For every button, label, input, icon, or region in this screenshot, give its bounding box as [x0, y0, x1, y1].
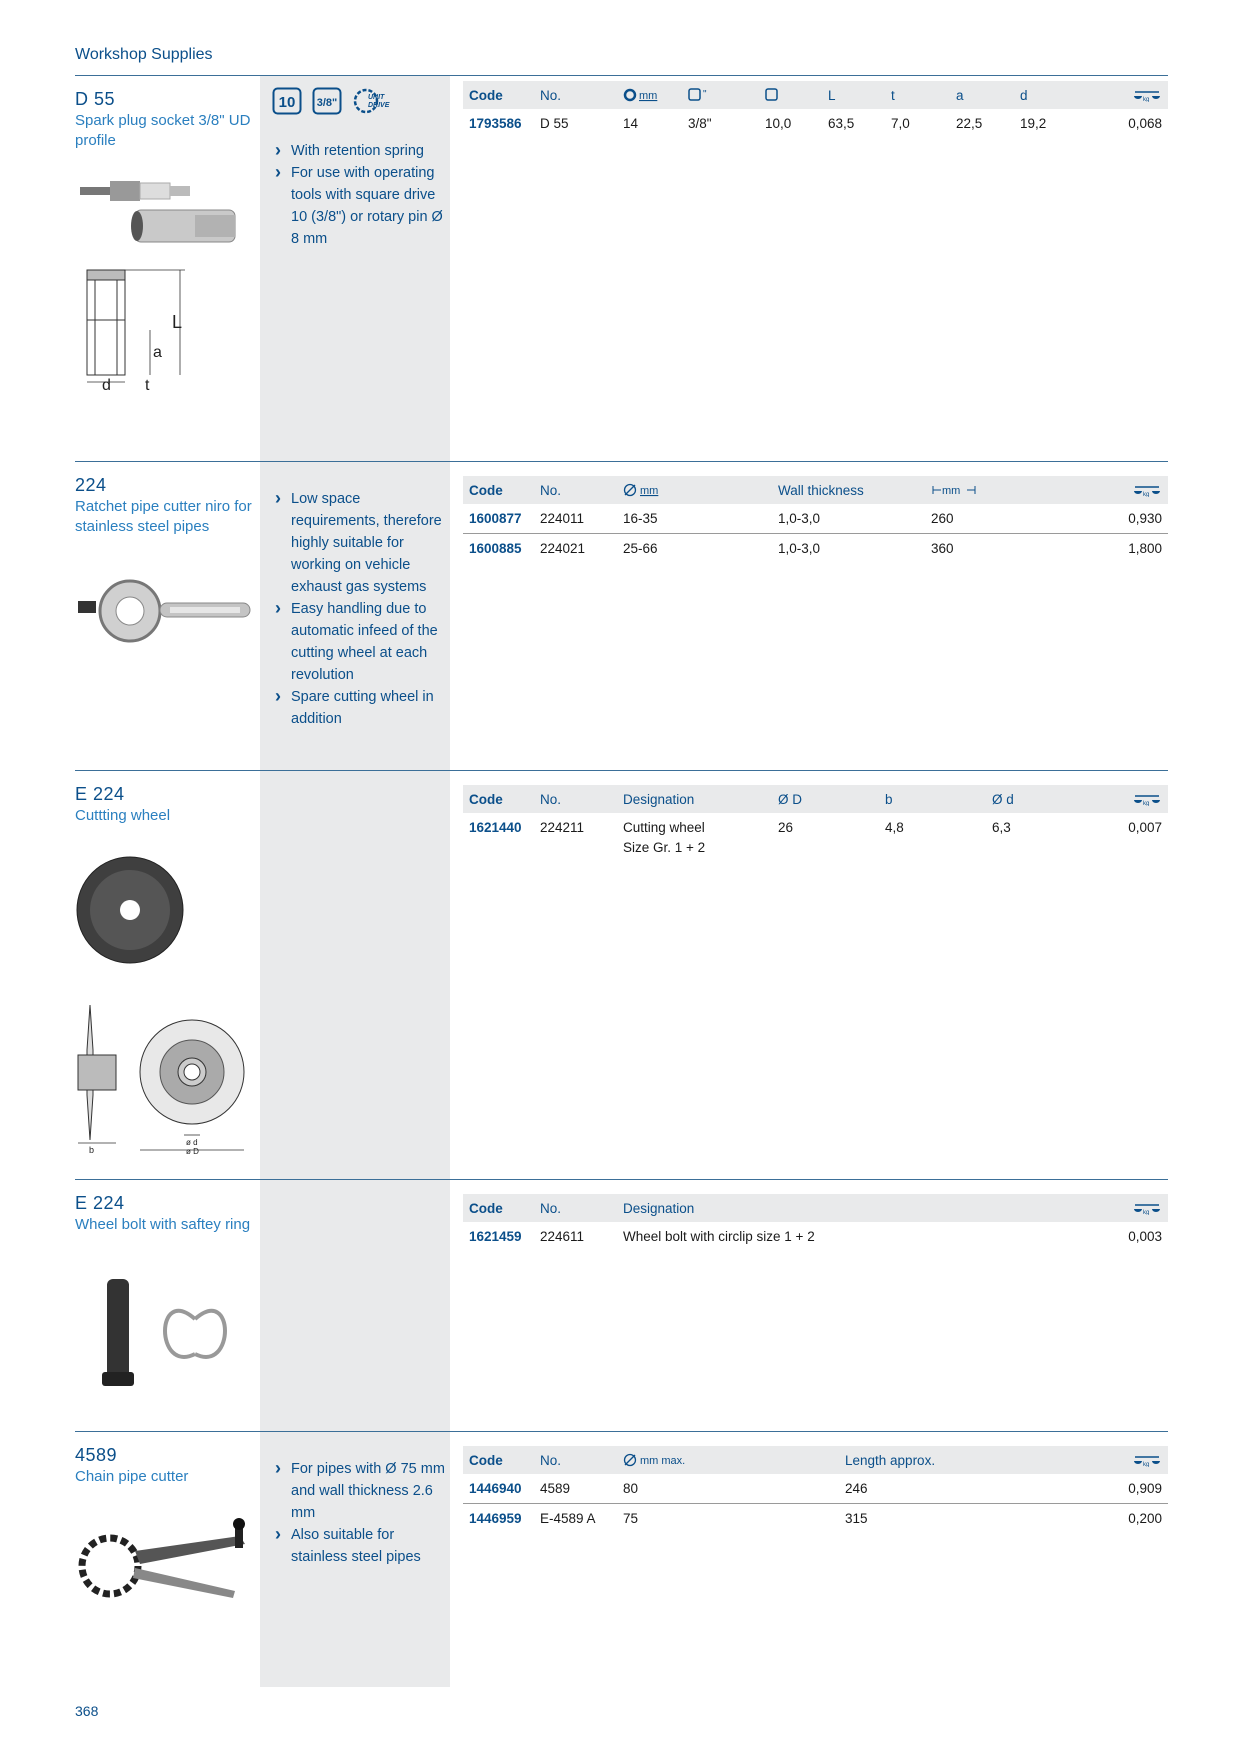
col-wall-thickness: Wall thickness — [778, 483, 864, 498]
col-weight-unit: kg — [1143, 492, 1150, 497]
dim-label-t: t — [145, 377, 150, 394]
svg-text:UNIT: UNIT — [368, 94, 385, 101]
feature-list — [275, 488, 445, 730]
col-code: Code — [469, 88, 503, 103]
col-drive — [688, 88, 712, 103]
feature-item: › With retention spring — [275, 140, 445, 162]
chain-pipe-cutter-image — [75, 1506, 260, 1616]
cell-no: D 55 — [540, 116, 569, 131]
product-section-4589 — [75, 1431, 1168, 1687]
socket-dimension-drawing — [75, 265, 260, 395]
col-wrench-unit: mm — [639, 90, 658, 102]
col-no: No. — [540, 792, 562, 807]
table-row — [463, 504, 1168, 534]
feature-item: › For pipes with Ø 75 mm and wall thickness 2.6 mm — [275, 1458, 445, 1524]
cell-drive: 3/8" — [688, 116, 712, 131]
product-table — [463, 81, 1168, 137]
cell-no: 224011 — [540, 511, 585, 526]
col-weight-unit: kg — [1143, 801, 1150, 806]
cell-code: 1621459 — [469, 1229, 522, 1244]
cell-no: E-4589 A — [540, 1511, 596, 1526]
cell-weight: 0,068 — [1128, 116, 1162, 131]
dim-label-b: b — [89, 1145, 95, 1155]
product-table — [463, 1446, 1168, 1532]
cell-weight: 0,200 — [1128, 1511, 1162, 1526]
cell-designation-extra: Size Gr. 1 + 2 — [623, 840, 706, 855]
cutting-wheel-image — [75, 855, 260, 965]
cell-weight: 0,007 — [1128, 820, 1162, 835]
table-header — [463, 476, 1168, 504]
col-length: Length approx. — [845, 1453, 936, 1468]
col-diameter — [623, 483, 663, 498]
dim-label-small-d: ø d — [186, 1138, 198, 1147]
cell-outer-diameter: 26 — [778, 820, 794, 835]
product-number: D 55 — [75, 89, 116, 109]
cell-weight: 0,930 — [1128, 511, 1162, 526]
cell-wall: 1,0-3,0 — [778, 541, 821, 556]
col-code: Code — [469, 1201, 503, 1216]
feature-item: › Spare cutting wheel in addition — [275, 686, 445, 730]
square-drive-3-8-icon — [312, 87, 342, 115]
cell-code: 1446940 — [469, 1481, 522, 1496]
cell-inner-diameter: 6,3 — [992, 820, 1011, 835]
product-name: Spark plug socket 3/8" UD profile — [75, 112, 251, 149]
col-d: d — [1020, 88, 1028, 103]
wheel-dimension-drawing — [75, 995, 260, 1155]
col-no: No. — [540, 88, 562, 103]
badge-3-8-label: 3/8" — [316, 97, 338, 109]
section-divider — [75, 1431, 1168, 1432]
cell-weight: 1,800 — [1128, 541, 1162, 556]
feature-list — [275, 140, 445, 250]
cell-no: 4589 — [540, 1481, 571, 1496]
weight-kg-icon — [1132, 483, 1162, 497]
cell-no: 224021 — [540, 541, 586, 556]
table-row — [463, 813, 1168, 859]
cell-max-diameter: 75 — [623, 1511, 639, 1526]
cell-diameter: 25-66 — [623, 541, 658, 556]
product-name: Chain pipe cutter — [75, 1468, 189, 1485]
cell-no: 224611 — [540, 1229, 585, 1244]
col-a: a — [956, 88, 964, 103]
table-header — [463, 81, 1168, 109]
table-row — [463, 534, 1168, 562]
weight-kg-icon — [1132, 792, 1162, 806]
dim-label-L: L — [172, 312, 183, 332]
cell-code: 1600877 — [469, 511, 522, 526]
cell-weight: 0,003 — [1128, 1229, 1162, 1244]
col-designation: Designation — [623, 792, 695, 807]
cell-size: 14 — [623, 116, 639, 131]
table-header — [463, 1194, 1168, 1222]
feature-item: › Easy handling due to automatic infeed of the cutting wheel at each revolution — [275, 598, 445, 686]
section-divider — [75, 770, 1168, 771]
cell-designation: Cutting wheel — [623, 820, 705, 835]
cell-square: 10,0 — [765, 116, 792, 131]
col-no: No. — [540, 1201, 562, 1216]
feature-list — [275, 1458, 445, 1568]
col-drive-unit: " — [703, 89, 707, 100]
cell-t: 7,0 — [891, 116, 910, 131]
weight-kg-icon — [1132, 88, 1162, 102]
product-name: Wheel bolt with saftey ring — [75, 1216, 251, 1233]
col-code: Code — [469, 483, 503, 498]
product-name: Ratchet pipe cutter niro for stainless steel pipes — [75, 498, 252, 535]
product-number: E 224 — [75, 784, 125, 804]
col-max-diameter — [623, 1453, 693, 1468]
col-code: Code — [469, 792, 503, 807]
cell-code: 1621440 — [469, 820, 522, 835]
weight-kg-icon — [1132, 1201, 1162, 1215]
cell-wall: 1,0-3,0 — [778, 511, 821, 526]
product-number: 224 — [75, 475, 107, 495]
feature-item: › Also suitable for stainless steel pipes — [275, 1524, 445, 1568]
features-column — [260, 76, 450, 462]
product-section-e224-bolt — [75, 1179, 1168, 1432]
col-L: L — [828, 88, 836, 103]
cell-a: 22,5 — [956, 116, 983, 131]
dim-label-a: a — [153, 344, 162, 361]
cell-length: 360 — [931, 541, 954, 556]
features-column — [260, 771, 450, 1180]
cell-code: 1446959 — [469, 1511, 522, 1526]
col-no: No. — [540, 1453, 562, 1468]
col-outer-diameter: Ø D — [778, 792, 803, 807]
table-header — [463, 1446, 1168, 1474]
cell-diameter: 16-35 — [623, 511, 658, 526]
cell-length: 260 — [931, 511, 954, 526]
table-row — [463, 1474, 1168, 1504]
col-square-icon — [765, 88, 779, 102]
product-table — [463, 1194, 1168, 1250]
cell-max-diameter: 80 — [623, 1481, 639, 1496]
product-table — [463, 476, 1168, 562]
table-header — [463, 785, 1168, 813]
col-no: No. — [540, 483, 562, 498]
weight-kg-icon — [1132, 1453, 1162, 1467]
product-section-e224-wheel — [75, 770, 1168, 1180]
cell-weight: 0,909 — [1128, 1481, 1162, 1496]
cell-length: 315 — [845, 1511, 868, 1526]
page-header-title: Workshop Supplies — [75, 46, 213, 63]
col-wrench-size — [623, 88, 673, 103]
col-weight-unit: kg — [1143, 1210, 1150, 1215]
col-weight-unit: kg — [1143, 1462, 1150, 1467]
cell-length: 246 — [845, 1481, 868, 1496]
col-weight-unit: kg — [1143, 97, 1150, 102]
svg-text:DRIVE: DRIVE — [368, 102, 390, 109]
product-section-224 — [75, 461, 1168, 771]
cell-d: 19,2 — [1020, 116, 1047, 131]
ratchet-pipe-cutter-image — [75, 571, 260, 651]
dim-label-big-D: ø D — [186, 1147, 199, 1155]
product-number: 4589 — [75, 1445, 118, 1465]
cell-code: 1600885 — [469, 541, 522, 556]
cell-code: 1793586 — [469, 116, 522, 131]
feature-item: › For use with operating tools with square drive 10 (3/8") or rotary pin Ø 8 mm — [275, 162, 445, 250]
dim-label-d: d — [102, 377, 111, 394]
col-b: b — [885, 792, 893, 807]
badge-10-label: 10 — [278, 94, 296, 111]
cell-L: 63,5 — [828, 116, 855, 131]
product-number: E 224 — [75, 1193, 125, 1213]
feature-item: › Low space requirements, therefore highly suitable for working on vehicle exhaust gas systems — [275, 488, 445, 598]
product-table — [463, 785, 1168, 859]
section-divider — [75, 1179, 1168, 1180]
features-column — [260, 1180, 450, 1432]
square-drive-10-icon — [272, 87, 302, 115]
product-section-d55 — [75, 75, 1168, 462]
col-max-diameter-unit: mm max. — [640, 1455, 686, 1467]
col-t: t — [891, 88, 895, 103]
table-row — [463, 109, 1168, 137]
cell-b: 4,8 — [885, 820, 904, 835]
col-length-icon — [931, 483, 979, 497]
cell-designation: Wheel bolt with circlip size 1 + 2 — [623, 1229, 815, 1244]
wheel-bolt-image — [95, 1274, 245, 1394]
unit-drive-icon — [352, 87, 396, 117]
cell-no: 224211 — [540, 820, 585, 835]
product-name: Cuttting wheel — [75, 807, 171, 824]
col-diameter-unit: mm — [640, 485, 659, 497]
section-divider — [75, 461, 1168, 462]
table-row — [463, 1222, 1168, 1250]
spark-plug-socket-image — [75, 175, 260, 255]
col-length-unit: mm — [942, 485, 961, 497]
table-row — [463, 1504, 1168, 1532]
page-number: 368 — [75, 1703, 99, 1719]
col-inner-diameter: Ø d — [992, 792, 1014, 807]
col-designation: Designation — [623, 1201, 695, 1216]
col-code: Code — [469, 1453, 503, 1468]
